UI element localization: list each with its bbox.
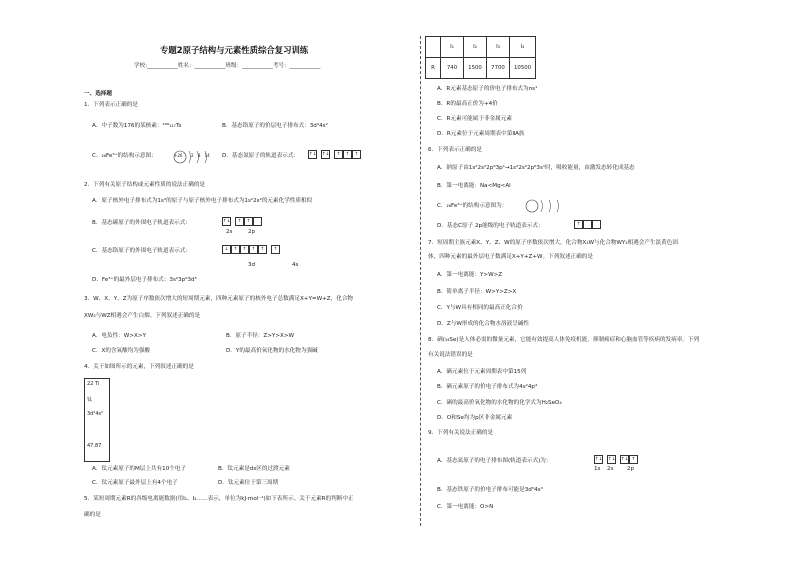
option-6a: A．钠原子由1s²2s²2p⁶3p¹→1s²2s²2p⁶3s¹时，吸收能量，由激发态转化成基态 <box>437 165 635 171</box>
table-cell: I₃ <box>487 37 510 58</box>
orbital-label-2s-9a: 2s <box>607 466 614 472</box>
fe-ion-diagram-6c <box>524 197 568 217</box>
orbital-label-1s: 1s <box>594 466 601 472</box>
option-1b: B．基态铬原子的价层电子排布式：3d⁴4s² <box>222 123 328 129</box>
question-8: 8．硒(₃₄Se)是人体必需的微量元素，它能有效提高人体免疫机能，抑制癌症和心脑血管等疾病的发病率。下列 <box>428 337 700 343</box>
option-4a: A．钛元素原子的M层上共有10个电子 <box>92 466 187 472</box>
fe-shell-label: 2 8 14 <box>191 153 210 158</box>
option-8c: C．硒的最高价氧化物的水化物的化学式为H₂SeO₄ <box>437 400 562 406</box>
orbital-diagram-2c: ↓ ↑ ↑ ↑ ↑ ↑ <box>222 245 284 254</box>
option-8d: D．O和Se均为p区非金属元素 <box>437 415 513 421</box>
option-7b: B．简单离子半径：W>Y>Z>X <box>437 289 517 295</box>
table-cell: I₄ <box>510 37 536 58</box>
option-3a: A．电负性：W>X>Y <box>92 333 146 339</box>
option-5a: A．R元素基态原子的价电子排布式为ns¹ <box>437 86 538 92</box>
fe-nucleus-label: +26 <box>174 153 183 158</box>
table-cell: 7700 <box>487 58 510 79</box>
option-9b: B．基态铁原子的价电子排布可能是3d⁵4s³ <box>437 487 543 493</box>
ti-number: 22 Ti <box>87 381 100 387</box>
page-title: 专题2原子结构与元素性质综合复习训练 <box>160 45 309 55</box>
student-info-line: 学校:___________姓名：___________班级：___________考号：___________ <box>134 63 321 69</box>
question-3-cont: XW₃与WZ相遇会产生白烟。下列叙述正确的是 <box>84 313 201 319</box>
table-cell <box>426 37 441 58</box>
option-2c: C．基态铬原子的外围电子轨道表示式： <box>92 248 192 254</box>
question-2: 2．下列有关原子结构或元素性质的说法正确的是 <box>84 182 206 188</box>
option-5b: B．R的最高正价为+4价 <box>437 101 498 107</box>
orbital-label-4s: 4s <box>292 262 299 268</box>
titanium-element-card <box>84 378 110 462</box>
question-7-cont: 体，四种元素的最外层电子数满足X+Y+Z+W。下列叙述正确的是 <box>428 254 593 260</box>
ti-name: 钛 <box>87 397 93 403</box>
option-1d: D．基态氮原子的轨道表示式： <box>222 153 300 159</box>
option-3d: D．Y的最高价氧化物的水化物为强碱 <box>226 348 318 354</box>
table-cell: 10500 <box>510 58 536 79</box>
option-4c: C．钛元素原子最外层上有4个电子 <box>92 480 178 486</box>
option-7d: D．Z与W形成的化合物水溶液呈碱性 <box>437 321 529 327</box>
table-cell: I₂ <box>464 37 487 58</box>
column-divider <box>420 36 421 526</box>
section-heading: 一、选择题 <box>84 91 112 97</box>
question-3: 3．W、X、Y、Z为原子序数依次增大的短周期元素，四种元素原子的核外电子总数满足X+Y=W+Z，化合物 <box>84 296 354 302</box>
option-1a: A．中子数为176的某核素：²⁹⁸₁₁₇Ts <box>92 123 182 129</box>
option-2a: A．原子核外电子排布式为1s²的原子与原子核外电子排布式为1s²2s²的元素化学性质相似 <box>92 198 313 204</box>
fe-ion-diagram <box>172 148 216 168</box>
option-6b: B．第一电离能：Na<Mg<Al <box>437 183 511 189</box>
orbital-label-3d: 3d <box>248 262 256 268</box>
option-5d: D．R元素位于元素周期表中第ⅡA族 <box>437 131 525 137</box>
option-7a: A．第一电离能：Y>W>Z <box>437 272 503 278</box>
question-6: 6．下列表示正确的是 <box>428 147 482 153</box>
option-9a: A．基态氮原子的电子排布图(轨道表示式)为： <box>437 458 552 464</box>
orbital-diagram-1d: ↑↓ ↑↓ ↑ ↑ ↑ <box>308 150 365 159</box>
ionization-energy-table <box>425 36 536 79</box>
option-8a: A．硒元素位于元素周期表中第15列 <box>437 369 527 375</box>
orbital-label-2s: 2s <box>226 229 233 235</box>
atom-structure-icon <box>524 197 568 215</box>
ti-config: 3d²4s² <box>87 411 104 417</box>
table-cell: 1500 <box>464 58 487 79</box>
option-1c: C．₂₆Fe³⁺的结构示意图： <box>92 153 157 159</box>
option-9c: C．第一电离能：O>N <box>437 504 494 510</box>
option-4b: B．钛元素是ds区的过渡元素 <box>218 466 290 472</box>
orbital-label-2p-9a: 2p <box>627 466 635 472</box>
option-2d: D．Fe³⁺的最外层电子排布式：3s²3p⁶3d⁵ <box>92 277 197 283</box>
question-5: 5．某短周期元素R的各级电离能数据(用I₁、I₂……表示，单位为kJ·mol⁻¹)如下表所示。关于元素R的判断中正 <box>84 496 354 502</box>
option-3c: C．X的含氧酸均为强酸 <box>92 348 151 354</box>
option-5c: C．R元素可能属于非金属元素 <box>437 116 512 122</box>
option-8b: B．硒元素原子的价电子排布式为4s²4p⁴ <box>437 384 538 390</box>
orbital-diagram-2b: ↑↓ ↑ ↑ <box>222 217 266 226</box>
table-cell: I₁ <box>441 37 464 58</box>
option-3b: B．原子半径：Z>Y>X>W <box>226 333 295 339</box>
table-row <box>426 58 536 79</box>
orbital-label-2p: 2p <box>248 229 256 235</box>
option-4d: D．钛元素位于第三周期 <box>218 480 279 486</box>
question-9: 9．下列有关说法正确的是 <box>428 430 494 436</box>
question-1: 1．下列表示正确的是 <box>84 102 138 108</box>
table-cell: 740 <box>441 58 464 79</box>
ti-mass: 47.87 <box>87 443 102 449</box>
option-6d: D．基态C原子 2p能级的电子轨道表示式： <box>437 223 544 229</box>
question-5-cont: 确的是 <box>84 512 101 518</box>
option-2b: B．基态碳原子的外围电子轨道表示式： <box>92 220 191 226</box>
question-4: 4．关于如图所示的元素，下列叙述正确的是 <box>84 364 194 370</box>
table-row <box>426 37 536 58</box>
question-7: 7．短周期主族元素X、Y、Z、W的原子序数依次增大，化合物X₂W与化合物WY₂相遇会产生淡黄色固 <box>428 240 678 246</box>
table-cell: R <box>426 58 441 79</box>
question-8-cont: 有关说法错误的是 <box>428 352 473 358</box>
orbital-diagram-6d: ↑ <box>574 220 601 229</box>
option-6c: C．₂₆Fe³⁺的结构示意图为： <box>437 203 508 209</box>
option-7c: C．Y与W具有相同的最高正化合价 <box>437 305 523 311</box>
orbital-diagram-9a: ↑↓ ↑↓ ↑↓ ↑ <box>594 455 642 464</box>
